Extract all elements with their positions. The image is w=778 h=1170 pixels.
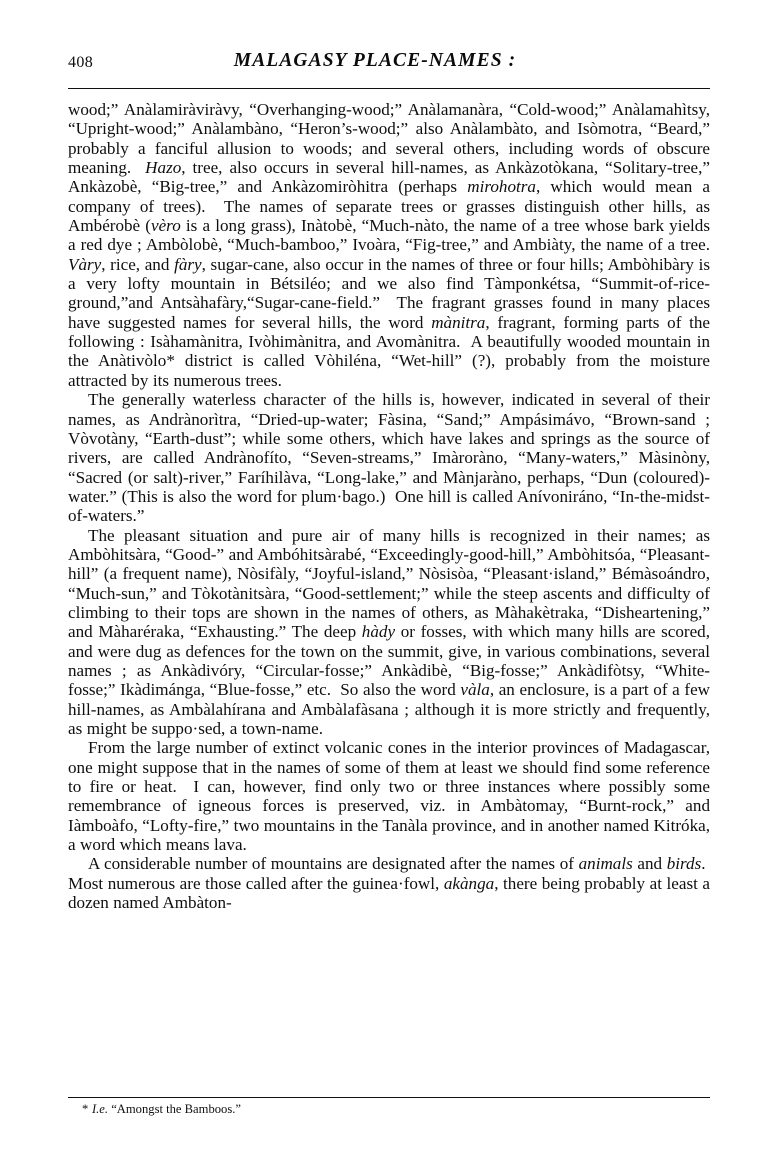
paragraph-volcanic: From the large number of extinct volcanic cones in the interior provinces of Madagascar, one might suppose that in the names of some of them at least we should find some reference to fire or heat. I can, however, find only two or three instances where possibly some remembrance of igneous forces is preserved, viz. in Ambàtomay, “Burnt-rock,” and Iàmboàfo, “Lofty-fire,” two mountains in the Tanàla province, and in another named Kitróka, a word which means lava. xyxy=(68,738,710,855)
footnote-rule xyxy=(68,1097,710,1098)
paragraph-animals: A considerable number of mountains are designated after the names of animals and birds. Most numerous are those called after the guinea·fowl, akànga, there being probably at least a dozen named Ambàton- xyxy=(68,854,710,913)
running-head xyxy=(68,48,710,78)
footnote-abbrev: I.e. xyxy=(91,1102,109,1116)
footnote xyxy=(68,1101,710,1117)
paragraph-woods: wood;” Anàlamiràviràvy, “Overhanging-wood;” Anàlamanàra, “Cold-wood;” Anàlamahìtsy, “Upright-wood;” Anàlambàno, “Heron’s-wood;” also Anàlambàto, and Isòmotra, “Beard,” probably a fanciful allusion to woods; and several others, including words of obscure meaning. Hazo, tree, also occurs in several hill-names, as Ankàzotòkana, “Solitary-tree,” Ankàzobè, “Big-tree,” and Ankàzomiròhitra (perhaps mirohotra, which would mean a company of trees). The names of separate trees or grasses distinguish other hills, as Ambérobè (vèro is a long grass), Inàtobè, “Much-nàto, the name of a tree whose bark yields a red dye ; Ambòlobè, “Much-bamboo,” Ivoàra, “Fig-tree,” and Ambiàty, the name of a tree. Vàry, rice, and fàry, sugar-cane, also occur in the names of three or four hills; Ambòhibàry is a very lofty mountain in Bétsiléo; and we also find Tàmponkétsa, “Summit-of-rice-ground,”and Antsàhafàry,“Sugar-cane-field.” The fragrant grasses found in many places have suggested names for several hills, the word mànitra, fragrant, forming parts of the following : Isàhamànitra, Ivòhimànitra, and Avomànitra. A beautifully wooded mountain in the Anàtivòlo* district is called Vòhiléna, “Wet-hill” (?), probably from the moisture attracted by its numerous trees. xyxy=(68,100,711,390)
body-text-column xyxy=(68,100,710,912)
footnote-text: “Amongst the Bamboos.” xyxy=(111,1102,241,1116)
header-rule xyxy=(68,88,710,89)
page-number: 408 xyxy=(68,54,94,71)
paragraph-waterless: The generally waterless character of the hills is, however, indicated in several of their names, as Andrànorìtra, “Dried-up-water; Fàsina, “Sand;” Ampásimávo, “Brown-sand ; Vòvotàny, “Earth-dust”; while some others, which have lakes and springs as the source of rivers, are called Andrànofíto, “Seven-streams,” Imàroràno, “Many-waters,” Màsinòny, “Sacred (or salt)-river,” Faríhilàva, “Long-lake,” and Mànjaràno, perhaps, “Dun (coloured)-water.” (This is also the word for plum·bago.) One hill is called Anívoniráno, “In-the-midst-of-waters.” xyxy=(68,390,710,526)
paragraph-pleasant: The pleasant situation and pure air of many hills is recognized in their names; as Ambòhitsàra, “Good-” and Ambóhitsàrabé, “Exceedingly-good-hill,” Ambòhitsóa, “Pleasant-hill” (a frequent name), Nòsifàly, “Joyful-island,” Nòsisòa, “Pleasant·island,” Bémàsoándro, “Much-sun,” and Tòkotànitsàra, “Good-settlement;” while the steep ascents and difficulty of climbing to their tops are shown in the names of others, as Màhakètraka, “Disheartening,” and Màharéraka, “Exhausting.” The deep hàdy or fosses, with which many hills are scored, and were dug as defences for the town on the summit, give, in various combinations, several names ; as Ankàdivóry, “Circular-fosse;” Ankàdibè, “Big-fosse;” Ankàdifòtsy, “White-fosse;” Ikàdimánga, “Blue-fosse,” etc. So also the word vàla, an enclosure, is a part of a few hill-names, as Ambàlahírana and Ambàlafàsana ; although it is more strictly and frequently, as might be suppo·sed, a town-name. xyxy=(68,525,710,738)
running-title: MALAGASY PLACE-NAMES : xyxy=(233,50,517,71)
footnote-marker: * xyxy=(82,1102,89,1116)
